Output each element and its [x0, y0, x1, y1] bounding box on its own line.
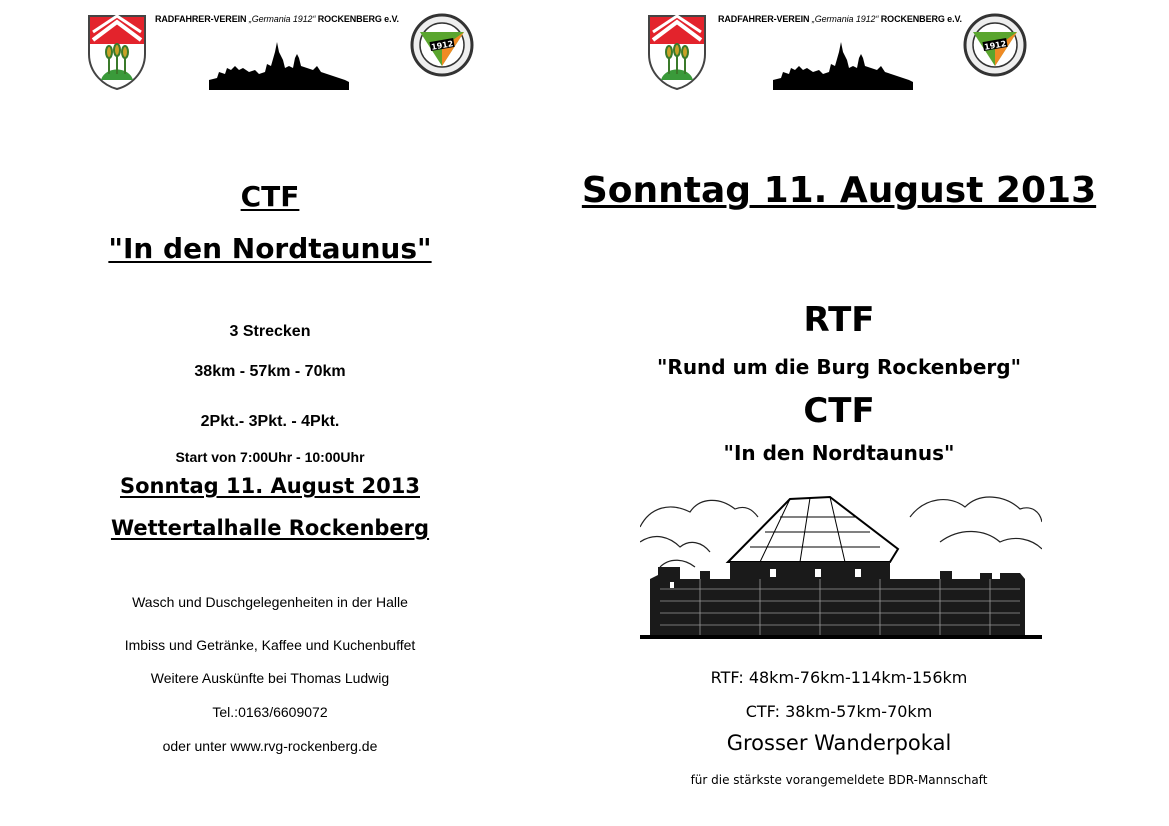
left-routes-count: 3 Strecken — [229, 323, 311, 340]
club-town: ROCKENBERG e.V. — [880, 14, 962, 24]
right-ctf-title: CTF — [803, 391, 875, 431]
club-sub: „Germania 1912“ — [811, 14, 879, 24]
right-header — [645, 10, 1045, 95]
left-info-phone: Tel.:0163/6609072 — [212, 704, 328, 720]
left-ctf-title: CTF — [240, 180, 300, 213]
left-info-contact: Weitere Auskünfte bei Thomas Ludwig — [150, 670, 390, 686]
club-title — [155, 14, 399, 24]
right-trophy-note: für die stärkste vorangemeldete BDR-Mannschaft — [690, 773, 988, 787]
club-title — [718, 14, 962, 24]
badge-year: 1912 — [430, 39, 455, 52]
right-rtf-distances: RTF: 48km-76km-114km-156km — [710, 668, 968, 687]
left-header — [85, 10, 475, 95]
left-distances: 38km - 57km - 70km — [194, 363, 346, 380]
left-tour-name: "In den Nordtaunus" — [108, 232, 432, 265]
badge-year: 1912 — [983, 39, 1008, 52]
right-ctf-name: "In den Nordtaunus" — [723, 441, 955, 465]
left-start-time: Start von 7:00Uhr - 10:00Uhr — [175, 449, 365, 465]
club-badge-icon — [963, 10, 1027, 80]
right-date: Sonntag 11. August 2013 — [581, 170, 1097, 211]
right-rtf-title: RTF — [803, 300, 875, 340]
castle-illustration — [640, 487, 1042, 639]
right-ctf-distances: CTF: 38km-57km-70km — [745, 702, 933, 721]
coat-of-arms-icon — [85, 14, 149, 90]
left-info-food: Imbiss und Getränke, Kaffee und Kuchenbuffet — [124, 637, 416, 653]
right-rtf-name: "Rund um die Burg Rockenberg" — [657, 355, 1021, 379]
left-venue: Wettertalhalle Rockenberg — [110, 516, 430, 540]
right-trophy: Grosser Wanderpokal — [726, 731, 952, 755]
left-info-web: oder unter www.rvg-rockenberg.de — [162, 738, 378, 754]
coat-of-arms-icon — [645, 14, 709, 90]
club-badge-icon — [410, 10, 474, 80]
club-name: RADFAHRER-VEREIN — [718, 14, 810, 24]
club-town: ROCKENBERG e.V. — [317, 14, 399, 24]
club-sub: „Germania 1912“ — [248, 14, 316, 24]
club-name: RADFAHRER-VEREIN — [155, 14, 247, 24]
left-info-wash: Wasch und Duschgelegenheiten in der Halle — [132, 594, 408, 610]
left-date: Sonntag 11. August 2013 — [120, 474, 420, 498]
left-points: 2Pkt.- 3Pkt. - 4Pkt. — [200, 413, 340, 430]
skyline-image — [209, 38, 349, 90]
skyline-image — [773, 38, 913, 90]
